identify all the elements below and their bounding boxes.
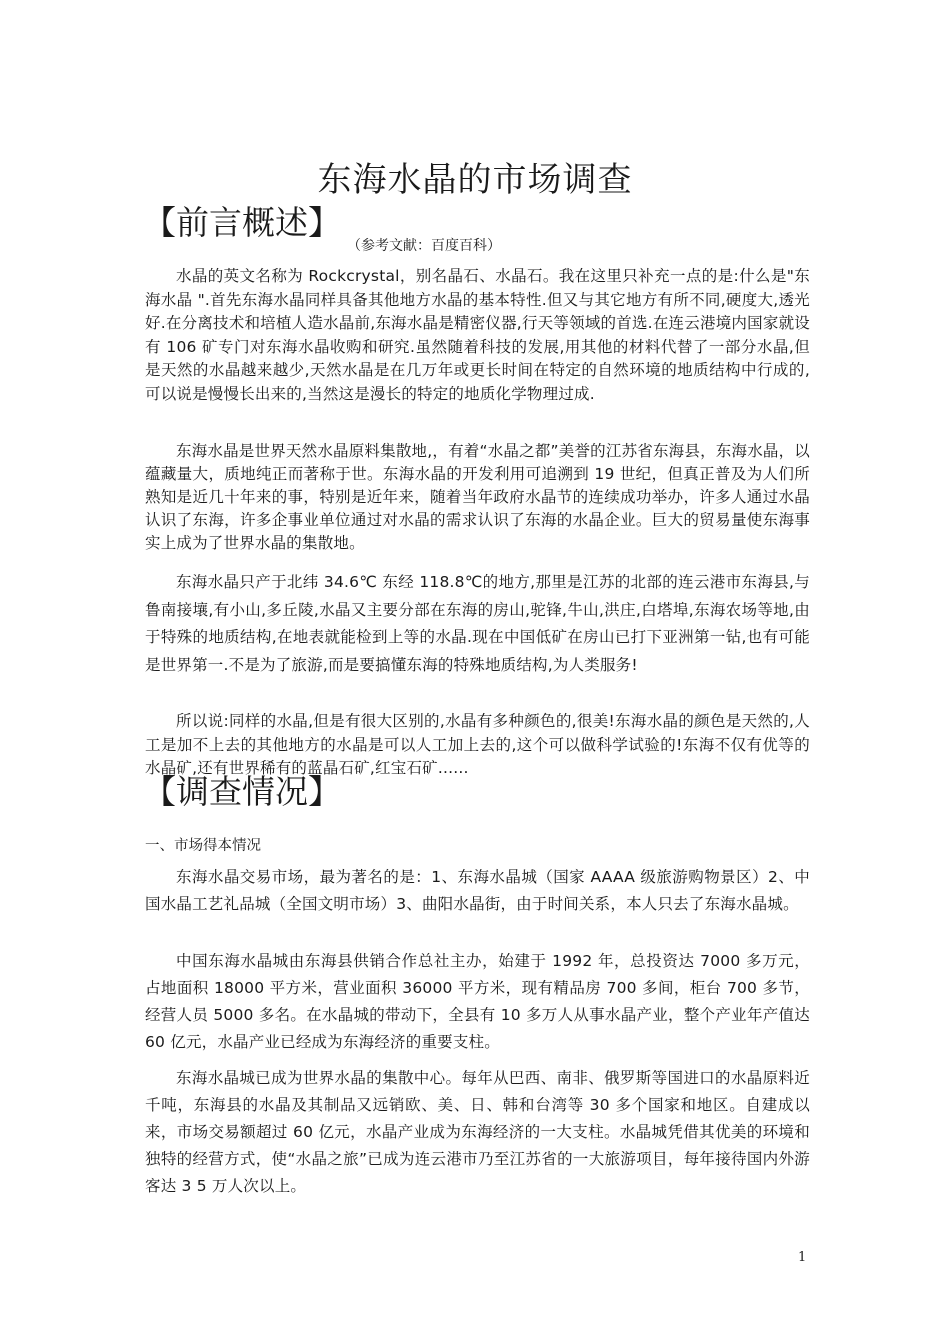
page-number: 1	[798, 1250, 807, 1265]
paragraph: 东海水晶是世界天然水晶原料集散地,，有着“水晶之都”美誉的江苏省东海县，东海水晶，以蕴藏量大，质地纯正而著称于世。东海水晶的开发利用可追溯到 19 世纪，但真正普及为人们所熟知是近几十年来的事，特别是近年来，随着当年政府水晶节的连续成功举办，许多人通过水晶认识了东海，许多企事业单位通过对水晶的需求认识了东海的水晶企业。巨大的贸易量使东海事实上成为了世界水晶的集散地。	[145, 442, 810, 552]
reference-note: （参考文献：百度百科）	[347, 238, 501, 254]
document-title: 东海水晶的市场调查	[317, 160, 633, 200]
paragraph: 东海水晶只产于北纬 34.6℃ 东经 118.8℃的地方,那里是江苏的北部的连云港市东海县,与鲁南接壤,有小山,多丘陵,水晶又主要分部在东海的房山,驼锋,牛山,洪庄,白塔埠,东海农场等地,由于特殊的地质结构,在地表就能检到上等的水晶.现在中国低矿在房山已打下亚洲第一钻,也有可能是世界第一.不是为了旅游,而是要搞懂东海的特殊地质结构,为人类服务!	[145, 573, 810, 674]
section-heading-foreword: 【前言概述】	[143, 203, 341, 242]
paragraph: 水晶的英文名称为 Rockcrystal，别名晶石、水晶石。我在这里只补充一点的是:什么是"东海水晶 ".首先东海水晶同样具备其他地方水晶的基本特性.但又与其它地方有所不同,硬度大,透光好.在分离技术和培植人造水晶前,东海水晶是精密仪器,行天等领域的首选.在连云港境内国家就设有 106 矿专门对东海水晶收购和研究.虽然随着科技的发展,用其他的材料代替了一部分水晶,但是天然的水晶越来越少,天然水晶是在几万年或更长时间在特定的自然环境的地质结构中行成的,可以说是慢慢长出来的,当然这是漫长的特定的地质化学物理过成.	[145, 267, 810, 403]
subsection-heading: 一、市场得本情况	[145, 838, 261, 854]
paragraph: 东海水晶城已成为世界水晶的集散中心。每年从巴西、南非、俄罗斯等国进口的水晶原料近千吨，东海县的水晶及其制品又远销欧、美、日、韩和台湾等 30 多个国家和地区。自建成以来，市场交易额超过 60 亿元，水晶产业成为东海经济的一大支柱。水晶城凭借其优美的环境和独特的经营方式，使“水晶之旅”已成为连云港市乃至江苏省的一大旅游项目，每年接待国内外游客达 3 5 万人次以上。	[145, 1069, 810, 1195]
section-heading-survey: 【调查情况】	[143, 772, 341, 811]
paragraph: 所以说:同样的水晶,但是有很大区别的,水晶有多种颜色的,很美!东海水晶的颜色是天然的,人工是加不上去的其他地方的水晶是可以人工加上去的,这个可以做科学试验的!东海不仅有优等的水晶矿,还有世界稀有的蓝晶石矿,红宝石矿......	[145, 712, 810, 777]
paragraph: 东海水晶交易市场，最为著名的是：1、东海水晶城（国家 AAAA 级旅游购物景区）2、中国水晶工艺礼品城（全国文明市场）3、曲阳水晶街，由于时间关系，本人只去了东海水晶城。	[145, 868, 810, 913]
paragraph: 中国东海水晶城由东海县供销合作总社主办，始建于 1992 年，总投资达 7000 多万元，占地面积 18000 平方米，营业面积 36000 平方米，现有精品房 700 多间，柜台 700 多节，经营人员 5000 多名。在水晶城的带动下，全县有 10 多万人从事水晶产业，整个产业年产值达 60 亿元，水晶产业已经成为东海经济的重要支柱。	[145, 952, 810, 1051]
